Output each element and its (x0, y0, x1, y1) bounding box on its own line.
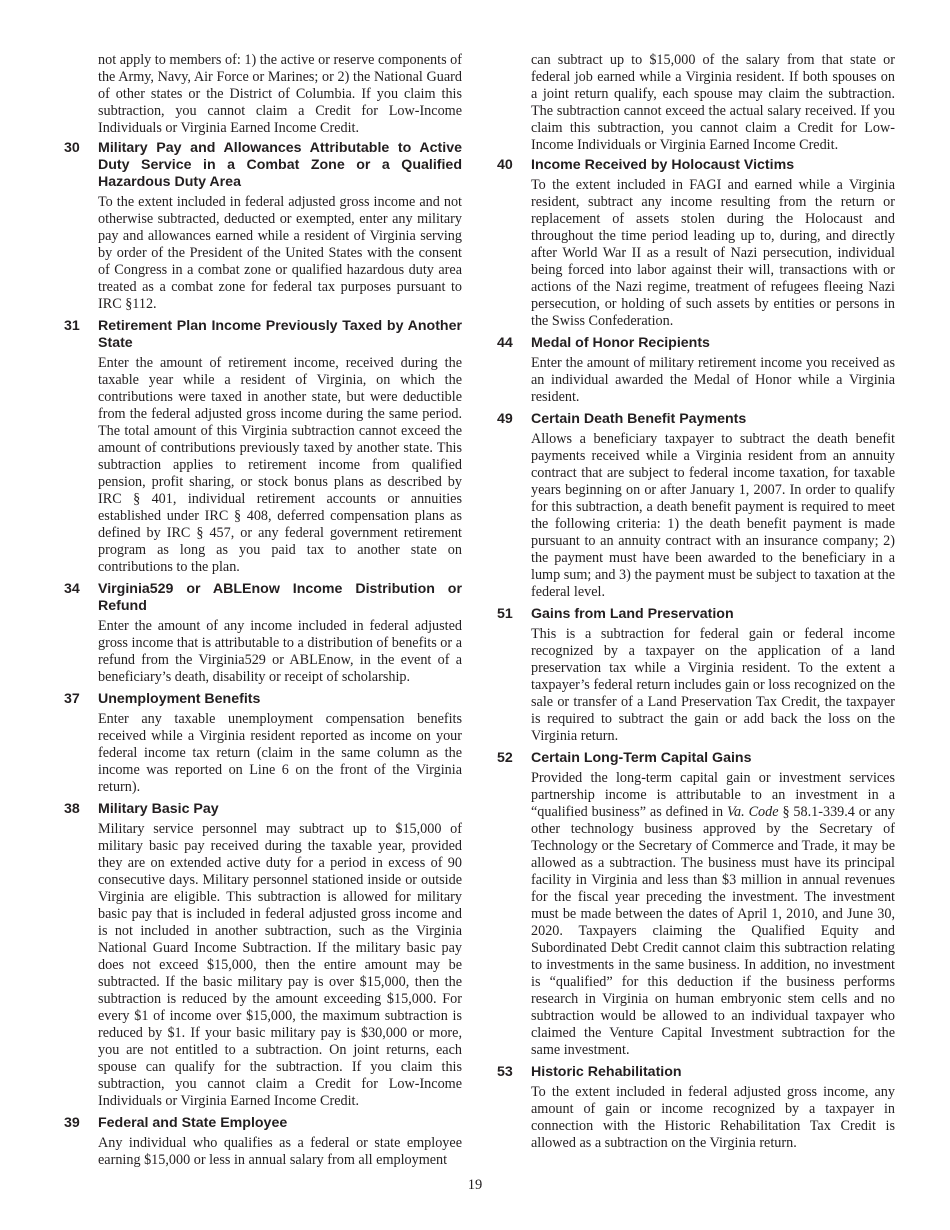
section-heading (497, 606, 895, 623)
section-title: Military Pay and Allowances Attributable to Active Duty Service in a Combat Zone or a Qualified Hazardous Duty Area (98, 140, 462, 190)
section-body: Military service personnel may subtract up to $15,000 of military basic pay received during the taxable year, provided they are on extended active duty for a period in excess of 90 consecutive days. Military personnel stationed inside or outside Virginia are eligible. This subtraction is allowed for military basic pay that is included in federal adjusted gross income and is not included in another subtraction, such as the Virginia National Guard Income Subtraction. If the military basic pay does not exceed $15,000, then the entire amount may be subtracted. If the basic military pay is over $15,000, then the subtraction is reduced by the amount exceeding $15,000. For every $1 of income over $15,000, the maximum subtraction is reduced by $1. If your basic military pay is $30,000 or more, you are not entitled to a subtraction. On joint returns, each spouse can qualify for the subtraction. If you claim this subtraction, you cannot claim a Credit for Low-Income Individuals or Virginia Earned Income Credit. (98, 821, 462, 1109)
section-title: Retirement Plan Income Previously Taxed by Another State (98, 318, 462, 351)
section-number: 34 (64, 581, 80, 597)
section-title: Certain Long-Term Capital Gains (531, 750, 752, 766)
section-heading (64, 1115, 462, 1132)
section-number: 44 (497, 335, 513, 351)
section-heading (497, 157, 895, 174)
section-39 (64, 1115, 462, 1169)
section-number: 30 (64, 140, 80, 156)
section-heading (64, 581, 462, 615)
right-column (497, 52, 895, 1157)
section-40 (497, 157, 895, 330)
section-34 (64, 581, 462, 686)
section-heading (497, 750, 895, 767)
section-31 (64, 318, 462, 576)
section-heading (497, 335, 895, 352)
section-heading (497, 411, 895, 428)
section-body: Enter the amount of military retirement income you received as an individual awarded the Medal of Honor while a Virginia resident. (531, 355, 895, 405)
section-heading (497, 1064, 895, 1081)
section-body: This is a subtraction for federal gain or federal income recognized by a taxpayer on the application of a land preservation tax while a Virginia resident. To the extent a taxpayer’s federal return includes gain or loss recognized on the sale or transfer of a Land Preservation Tax Credit, the taxpayer is required to subtract the gain or add back the loss on the Virginia return. (531, 626, 895, 744)
section-title: Historic Rehabilitation (531, 1064, 682, 1080)
section-body: To the extent included in FAGI and earned while a Virginia resident, subtract any income resulting from the return or replacement of assets stolen during the Holocaust and throughout the time period leading up to, during, and directly after World War II as a result of Nazi persecution, individual being forced into labor against their will, transactions with or actions of the Nazi regime, treatment of refugees fleeing Nazi persecution, or holding of such assets by entities or persons in the Swiss Confederation. (531, 177, 895, 329)
section-37 (64, 691, 462, 796)
section-30 (64, 140, 462, 313)
section-body: To the extent included in federal adjusted gross income, any amount of gain or income recognized by a taxpayer in connection with the Historic Rehabilitation Tax Credit is allowed as a subtraction on the Virginia return. (531, 1084, 895, 1151)
section-heading (64, 801, 462, 818)
section-number: 53 (497, 1064, 513, 1080)
code-citation: Va. Code (726, 804, 779, 820)
section-52 (497, 750, 895, 1059)
section-heading (64, 691, 462, 708)
section-number: 52 (497, 750, 513, 766)
section-title: Income Received by Holocaust Victims (531, 157, 795, 173)
section-number: 37 (64, 691, 80, 707)
section-51 (497, 606, 895, 745)
section-number: 49 (497, 411, 513, 427)
section-body (531, 770, 895, 1059)
page-number: 19 (467, 1177, 483, 1193)
section-number: 38 (64, 801, 80, 817)
section-heading (64, 318, 462, 352)
section-49 (497, 411, 895, 601)
section-number: 51 (497, 606, 513, 622)
section-title: Military Basic Pay (98, 801, 219, 817)
section-53 (497, 1064, 895, 1152)
section-body: Enter the amount of retirement income, received during the taxable year while a resident of Virginia, on which the contributions were taxed in another state, but were deductible from the federal adjusted gross income during the same period. The total amount of this Virginia subtraction cannot exceed the amount of contributions previously taxed by another state. This subtraction applies to retirement income from qualified pension, profit sharing, or stock bonus plans as described by IRC § 401, individual retirement accounts or annuities established under IRC § 408, deferred compensation plans as defined by IRC § 457, or any federal government retirement program as long as you paid tax to another state on contributions to the plan. (98, 355, 462, 575)
section-body: Enter any taxable unemployment compensation benefits received while a Virginia resident reported as income on your federal income tax return (claim in the same column as the income was reported on Line 6 on the front of the Virginia return). (98, 711, 462, 795)
section-title: Federal and State Employee (98, 1115, 288, 1131)
section-number: 39 (64, 1115, 80, 1131)
body-text-after: § 58.1-339.4 or any other technology business approved by the Secretary of Technology or the Secretary of Commerce and Trade, it may be allowed as a subtraction. The business must have its principal facility in Virginia and less than $3 million in annual revenues for the fiscal year preceding the investment. The investment must be made between the dates of April 1, 2010, and June 30, 2020. Taxpayers claiming the Qualified Equity and Subordinated Debt Credit cannot claim this subtraction relating to investments in the same business. In addition, no investment is “qualified” for this deduction if the business performs research in Virginia on human embryonic stem cells and no subtraction would be allowed to an individual taxpayer who claimed the Venture Capital Investment subtraction for the same investment. (531, 804, 895, 1058)
left-intro-paragraph: not apply to members of: 1) the active or reserve components of the Army, Navy, Air Force or Marines; or 2) the National Guard of other states or the District of Columbia. If you claim this subtraction, you cannot claim a Credit for Low-Income Individuals or Virginia Earned Income Credit. (98, 52, 462, 136)
body-text-before: Provided the long-term capital gain or investment services partnership income is attributable to an investment in a “qualified business” as defined in (531, 770, 895, 820)
section-title: Virginia529 or ABLEnow Income Distribution or Refund (98, 581, 462, 614)
section-body: Enter the amount of any income included in federal adjusted gross income that is attributable to a distribution of benefits or a refund from the Virginia529 or ABLEnow, in the event of a beneficiary’s death, disability or receipt of scholarship. (98, 618, 462, 685)
section-heading (64, 140, 462, 191)
section-title: Certain Death Benefit Payments (531, 411, 747, 427)
section-title: Unemployment Benefits (98, 691, 261, 707)
section-number: 31 (64, 318, 80, 334)
section-body: To the extent included in federal adjusted gross income and not otherwise subtracted, deducted or exempted, enter any military pay and allowances earned while a resident of Virginia serving by order of the President of the United States with the consent of Congress in a combat zone or qualified hazardous duty area treated as a combat zone for federal tax purposes pursuant to IRC §112. (98, 194, 462, 312)
section-44 (497, 335, 895, 406)
section-body: Allows a beneficiary taxpayer to subtract the death benefit payments received while a Virginia resident from an annuity contract that are subject to federal income taxation, for taxable years beginning on or after January 1, 2007. In order to qualify for this subtraction, a death benefit payment is required to meet the following criteria: 1) the death benefit payment is made pursuant to an annuity contract with an insurance company; 2) the payment must have been awarded to the beneficiary in a lump sum; and 3) the payment must be subject to taxation at the federal level. (531, 431, 895, 600)
section-title: Gains from Land Preservation (531, 606, 734, 622)
section-body: Any individual who qualifies as a federal or state employee earning $15,000 or less in annual salary from all employment (98, 1135, 462, 1168)
left-column (64, 52, 462, 1174)
section-38 (64, 801, 462, 1110)
section-title: Medal of Honor Recipients (531, 335, 710, 351)
right-intro-paragraph: can subtract up to $15,000 of the salary from that state or federal job earned while a Virginia resident. If both spouses on a joint return qualify, each spouse may claim the subtraction. The subtraction cannot exceed the actual salary received. If you claim this subtraction, you cannot claim a Credit for Low-Income Individuals or Virginia Earned Income Credit. (531, 52, 895, 153)
section-number: 40 (497, 157, 513, 173)
